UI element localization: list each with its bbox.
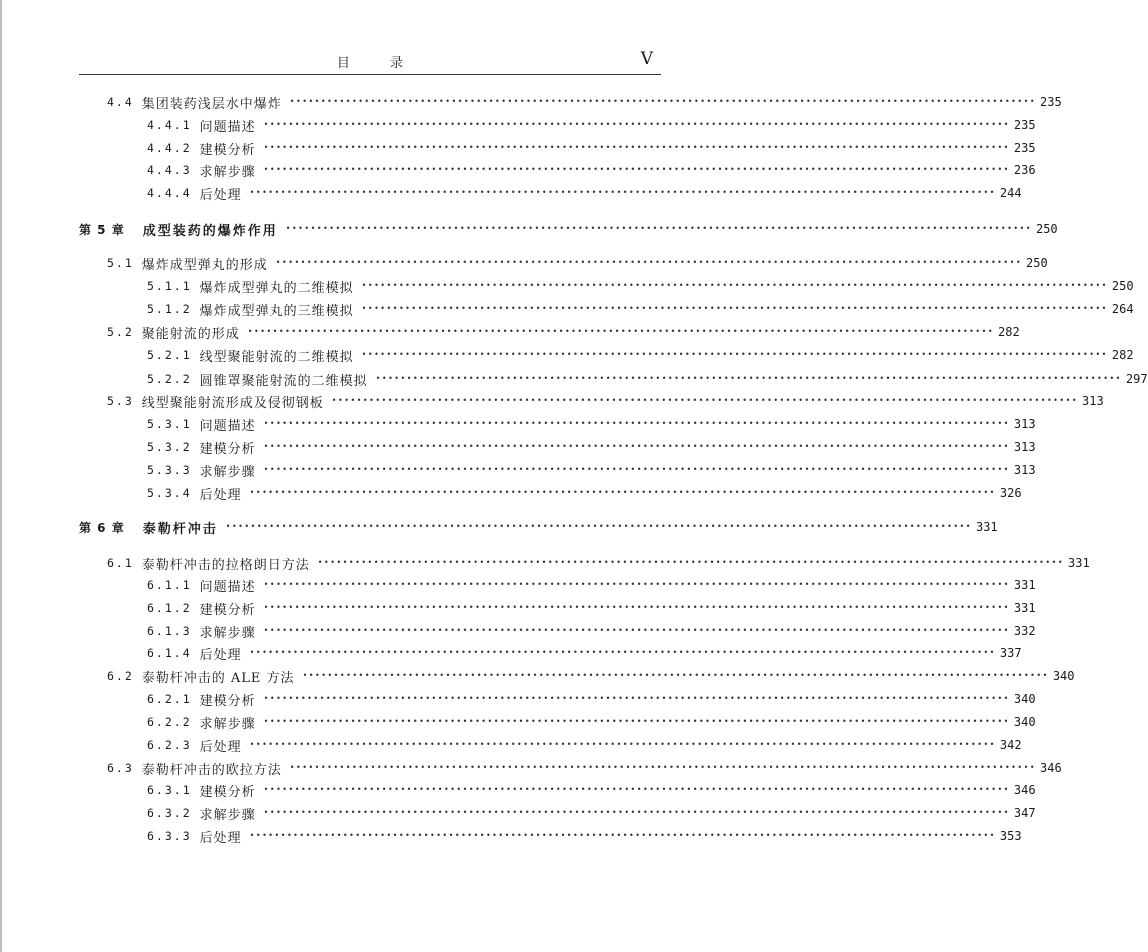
toc-title: 建模分析 [199, 602, 256, 618]
toc-page-number: 244 [999, 186, 1022, 200]
toc-subsection-row [147, 298, 1134, 320]
toc-section-row [107, 390, 1104, 412]
toc-title: 后处理 [199, 830, 242, 846]
toc-subsection-row [147, 574, 1036, 596]
toc-title: 问题描述 [199, 119, 256, 135]
toc-page-number: 250 [1026, 256, 1048, 270]
toc-title: 后处理 [199, 647, 242, 663]
toc-subsection-row [147, 711, 1036, 733]
toc-leader-dots: •••••••••••••••••••••••••••••••••••••••••••••••••••••••••••••••••••••••••••••••••••••••••••••••••••••••••••••••••••••••• [249, 488, 996, 497]
toc-leader-dots: •••••••••••••••••••••••••••••••••••••••••••••••••••••••••••••••••••••••••••••••••••••••••••••••••••••••••••••••••••••••• [247, 327, 995, 336]
toc-section-row [107, 91, 1062, 113]
toc-leader-dots: •••••••••••••••••••••••••••••••••••••••••••••••••••••••••••••••••••••••••••••••••••••••••••••••••••••••••••••••••••••••• [263, 785, 1010, 794]
toc-subsection-row [147, 182, 1022, 204]
toc-title: 求解步骤 [199, 164, 256, 180]
toc-leader-dots: •••••••••••••••••••••••••••••••••••••••••••••••••••••••••••••••••••••••••••••••••••••••••••••••••••••••••••••••••••••••• [275, 258, 1023, 267]
toc-page-number: 353 [999, 829, 1022, 843]
toc-section-row [107, 552, 1090, 574]
toc-page-number: 235 [1013, 141, 1036, 155]
toc-leader-dots: •••••••••••••••••••••••••••••••••••••••••••••••••••••••••••••••••••••••••••••••••••••••••••••••••••••••••••••••••••••••• [263, 808, 1010, 817]
toc-page-number: 326 [999, 486, 1022, 500]
toc-leader-dots: •••••••••••••••••••••••••••••••••••••••••••••••••••••••••••••••••••••••••••••••••••••••••••••••••••••••••••••••••••••••• [289, 97, 1037, 106]
toc-leader-dots: •••••••••••••••••••••••••••••••••••••••••••••••••••••••••••••••••••••••••••••••••••••••••••••••••••••••••••••••••••••••• [263, 717, 1010, 726]
toc-subsection-row [147, 459, 1036, 481]
toc-subsection-row [147, 482, 1022, 504]
toc-title: 求解步骤 [199, 807, 256, 823]
header-page-numeral: V [640, 49, 653, 69]
toc-page-number: 331 [975, 520, 998, 534]
toc-subsection-row [147, 688, 1036, 710]
toc-page-number: 282 [998, 325, 1020, 339]
toc-title: 问题描述 [199, 418, 256, 434]
toc-chapter-row [79, 516, 998, 538]
toc-title: 爆炸成型弹丸的二维模拟 [199, 280, 354, 296]
toc-subsection-row [147, 597, 1036, 619]
toc-page-number: 331 [1068, 556, 1090, 570]
toc-number: 5.1.2 [147, 302, 192, 316]
toc-title: 聚能射流的形成 [141, 326, 240, 342]
toc-title: 后处理 [199, 187, 242, 203]
toc-number: 5.1 [107, 256, 134, 270]
toc-number: 4.4.4 [147, 186, 192, 200]
toc-section-row [107, 252, 1048, 274]
toc-title: 求解步骤 [199, 464, 256, 480]
toc-section-row [107, 321, 1020, 343]
toc-page-number: 331 [1013, 578, 1036, 592]
toc-title: 线型聚能射流的二维模拟 [199, 349, 354, 365]
toc-title: 线型聚能射流形成及侵彻钢板 [141, 395, 324, 411]
toc-subsection-row [147, 368, 1148, 390]
toc-page-number: 313 [1082, 394, 1104, 408]
toc-page-number: 332 [1013, 624, 1036, 638]
toc-number: 6.2.2 [147, 715, 192, 729]
toc-page-number: 340 [1013, 692, 1036, 706]
toc-number: 5.3.3 [147, 463, 192, 477]
toc-leader-dots: •••••••••••••••••••••••••••••••••••••••••••••••••••••••••••••••••••••••••••••••••••••••••••••••••••••••••••••••••••••••• [375, 374, 1122, 383]
toc-subsection-row [147, 413, 1036, 435]
toc-title: 泰勒杆冲击 [142, 521, 218, 537]
toc-leader-dots: •••••••••••••••••••••••••••••••••••••••••••••••••••••••••••••••••••••••••••••••••••••••••••••••••••••••••••••••••••••••• [361, 281, 1108, 290]
toc-page-number: 342 [999, 738, 1022, 752]
toc-number: 6.1.2 [147, 601, 192, 615]
toc-page-number: 346 [1040, 761, 1062, 775]
toc-page-number: 340 [1052, 669, 1075, 683]
toc-number: 5.2 [107, 325, 134, 339]
toc-page-number: 313 [1013, 440, 1036, 454]
toc-page-number: 236 [1013, 163, 1036, 177]
toc-title: 圆锥罩聚能射流的二维模拟 [199, 373, 368, 389]
header-rule [79, 74, 661, 75]
header-title: 目 录 [336, 56, 422, 71]
toc-number: 5.3 [107, 394, 134, 408]
toc-subsection-row [147, 344, 1134, 366]
toc-title: 后处理 [199, 487, 242, 503]
toc-leader-dots: •••••••••••••••••••••••••••••••••••••••••••••••••••••••••••••••••••••••••••••••••••••••••••••••••••••••••••••••••••••••• [249, 188, 996, 197]
toc-title: 后处理 [199, 739, 242, 755]
toc-number: 4.4.1 [147, 118, 192, 132]
toc-title: 泰勒杆冲击的拉格朗日方法 [141, 557, 310, 573]
page-header [79, 48, 661, 74]
toc-page-number: 297 [1125, 372, 1148, 386]
toc-number: 6.1.4 [147, 646, 192, 660]
toc-leader-dots: •••••••••••••••••••••••••••••••••••••••••••••••••••••••••••••••••••••••••••••••••••••••••••••••••••••••••••••••••••••••• [249, 831, 996, 840]
toc-subsection-row [147, 137, 1036, 159]
toc-number: 5.3.1 [147, 417, 192, 431]
toc-page-number: 250 [1111, 279, 1134, 293]
toc-leader-dots: •••••••••••••••••••••••••••••••••••••••••••••••••••••••••••••••••••••••••••••••••••••••••••••••••••••••••••••••••••••••• [249, 648, 996, 657]
toc-number: 6.3.3 [147, 829, 192, 843]
toc-page-number: 346 [1013, 783, 1036, 797]
toc-title: 建模分析 [199, 142, 256, 158]
toc-page-number: 313 [1013, 463, 1036, 477]
toc-title: 建模分析 [199, 784, 256, 800]
toc-leader-dots: •••••••••••••••••••••••••••••••••••••••••••••••••••••••••••••••••••••••••••••••••••••••••••••••••••••••••••••••••••••••• [361, 350, 1108, 359]
toc-page-number: 264 [1111, 302, 1134, 316]
toc-title: 成型装药的爆炸作用 [142, 223, 278, 239]
toc-number: 5.2.2 [147, 372, 192, 386]
toc-subsection-row [147, 436, 1036, 458]
toc-subsection-row [147, 825, 1022, 847]
toc-title: 建模分析 [199, 441, 256, 457]
toc-number: 6.2.3 [147, 738, 192, 752]
toc-title: 求解步骤 [199, 625, 256, 641]
toc-number: 4.4.3 [147, 163, 192, 177]
toc-title: 泰勒杆冲击的欧拉方法 [141, 762, 282, 778]
toc-leader-dots: •••••••••••••••••••••••••••••••••••••••••••••••••••••••••••••••••••••••••••••••••••••••••••••••••••••••••••••••••••••••• [263, 165, 1010, 174]
toc-page-number: 250 [1035, 222, 1058, 236]
toc-number: 6.2.1 [147, 692, 192, 706]
toc-number: 6.3.2 [147, 806, 192, 820]
toc-number: 6.3 [107, 761, 134, 775]
toc-page-number: 282 [1111, 348, 1134, 362]
toc-leader-dots: •••••••••••••••••••••••••••••••••••••••••••••••••••••••••••••••••••••••••••••••••••••••••••••••••••••••••••••••••••••••• [263, 442, 1010, 451]
toc-leader-dots: •••••••••••••••••••••••••••••••••••••••••••••••••••••••••••••••••••••••••••••••••••••••••••••••••••••••••••••••••••••••• [263, 465, 1010, 474]
toc-leader-dots: •••••••••••••••••••••••••••••••••••••••••••••••••••••••••••••••••••••••••••••••••••••••••••••••••••••••••••••••••••••••• [263, 603, 1010, 612]
page-left-edge [0, 0, 2, 952]
toc-leader-dots: •••••••••••••••••••••••••••••••••••••••••••••••••••••••••••••••••••••••••••••••••••••••••••••••••••••••••••••••••••••••• [361, 304, 1108, 313]
toc-leader-dots: •••••••••••••••••••••••••••••••••••••••••••••••••••••••••••••••••••••••••••••••••••••••••••••••••••••••••••••••••••••••• [285, 224, 1032, 233]
toc-title: 建模分析 [199, 693, 256, 709]
toc-subsection-row [147, 275, 1134, 297]
toc-number: 6.1.1 [147, 578, 192, 592]
toc-title: 问题描述 [199, 579, 256, 595]
toc-page-number: 340 [1013, 715, 1036, 729]
toc-leader-dots: •••••••••••••••••••••••••••••••••••••••••••••••••••••••••••••••••••••••••••••••••••••••••••••••••••••••••••••••••••••••• [263, 694, 1010, 703]
toc-leader-dots: •••••••••••••••••••••••••••••••••••••••••••••••••••••••••••••••••••••••••••••••••••••••••••••••••••••••••••••••••••••••• [263, 580, 1010, 589]
toc-number: 第 5 章 [79, 222, 125, 237]
toc-page-number: 235 [1013, 118, 1036, 132]
toc-number: 5.3.4 [147, 486, 192, 500]
toc-number: 5.2.1 [147, 348, 192, 362]
toc-subsection-row [147, 642, 1022, 664]
toc-number: 6.3.1 [147, 783, 192, 797]
toc-chapter-row [79, 218, 1058, 240]
toc-title: 泰勒杆冲击的 ALE 方法 [141, 670, 295, 686]
toc-subsection-row [147, 802, 1036, 824]
toc-page-number: 313 [1013, 417, 1036, 431]
toc-title: 集团装药浅层水中爆炸 [141, 96, 282, 112]
toc-section-row [107, 665, 1075, 687]
toc-number: 第 6 章 [79, 520, 125, 535]
toc-page-number: 337 [999, 646, 1022, 660]
toc-leader-dots: •••••••••••••••••••••••••••••••••••••••••••••••••••••••••••••••••••••••••••••••••••••••••••••••••••••••••••••••••••••••• [289, 763, 1037, 772]
toc-leader-dots: •••••••••••••••••••••••••••••••••••••••••••••••••••••••••••••••••••••••••••••••••••••••••••••••••••••••••••••••••••••••• [317, 558, 1065, 567]
toc-leader-dots: •••••••••••••••••••••••••••••••••••••••••••••••••••••••••••••••••••••••••••••••••••••••••••••••••••••••••••••••••••••••• [263, 626, 1010, 635]
toc-number: 5.1.1 [147, 279, 192, 293]
toc-number: 4.4 [107, 95, 134, 109]
toc-subsection-row [147, 779, 1036, 801]
toc-subsection-row [147, 114, 1036, 136]
toc-subsection-row [147, 620, 1036, 642]
toc-title: 爆炸成型弹丸的形成 [141, 257, 268, 273]
toc-page-number: 331 [1013, 601, 1036, 615]
toc-leader-dots: •••••••••••••••••••••••••••••••••••••••••••••••••••••••••••••••••••••••••••••••••••••••••••••••••••••••••••••••••••••••• [331, 396, 1079, 405]
toc-number: 5.3.2 [147, 440, 192, 454]
toc-subsection-row [147, 159, 1036, 181]
toc-leader-dots: •••••••••••••••••••••••••••••••••••••••••••••••••••••••••••••••••••••••••••••••••••••••••••••••••••••••••••••••••••••••• [263, 143, 1010, 152]
toc-title: 爆炸成型弹丸的三维模拟 [199, 303, 354, 319]
toc-leader-dots: •••••••••••••••••••••••••••••••••••••••••••••••••••••••••••••••••••••••••••••••••••••••••••••••••••••••••••••••••••••••• [263, 419, 1010, 428]
toc-leader-dots: •••••••••••••••••••••••••••••••••••••••••••••••••••••••••••••••••••••••••••••••••••••••••••••••••••••••••••••••••••••••• [249, 740, 996, 749]
toc-title: 求解步骤 [199, 716, 256, 732]
toc-subsection-row [147, 734, 1022, 756]
toc-page-number: 235 [1040, 95, 1062, 109]
toc-leader-dots: •••••••••••••••••••••••••••••••••••••••••••••••••••••••••••••••••••••••••••••••••••••••••••••••••••••••••••••••••••••••• [302, 671, 1049, 680]
toc-leader-dots: •••••••••••••••••••••••••••••••••••••••••••••••••••••••••••••••••••••••••••••••••••••••••••••••••••••••••••••••••••••••• [225, 522, 972, 531]
toc-number: 6.1.3 [147, 624, 192, 638]
toc-section-row [107, 757, 1062, 779]
toc-number: 6.2 [107, 669, 134, 683]
toc-number: 4.4.2 [147, 141, 192, 155]
toc-leader-dots: •••••••••••••••••••••••••••••••••••••••••••••••••••••••••••••••••••••••••••••••••••••••••••••••••••••••••••••••••••••••• [263, 120, 1010, 129]
toc-page-number: 347 [1013, 806, 1036, 820]
toc-number: 6.1 [107, 556, 134, 570]
